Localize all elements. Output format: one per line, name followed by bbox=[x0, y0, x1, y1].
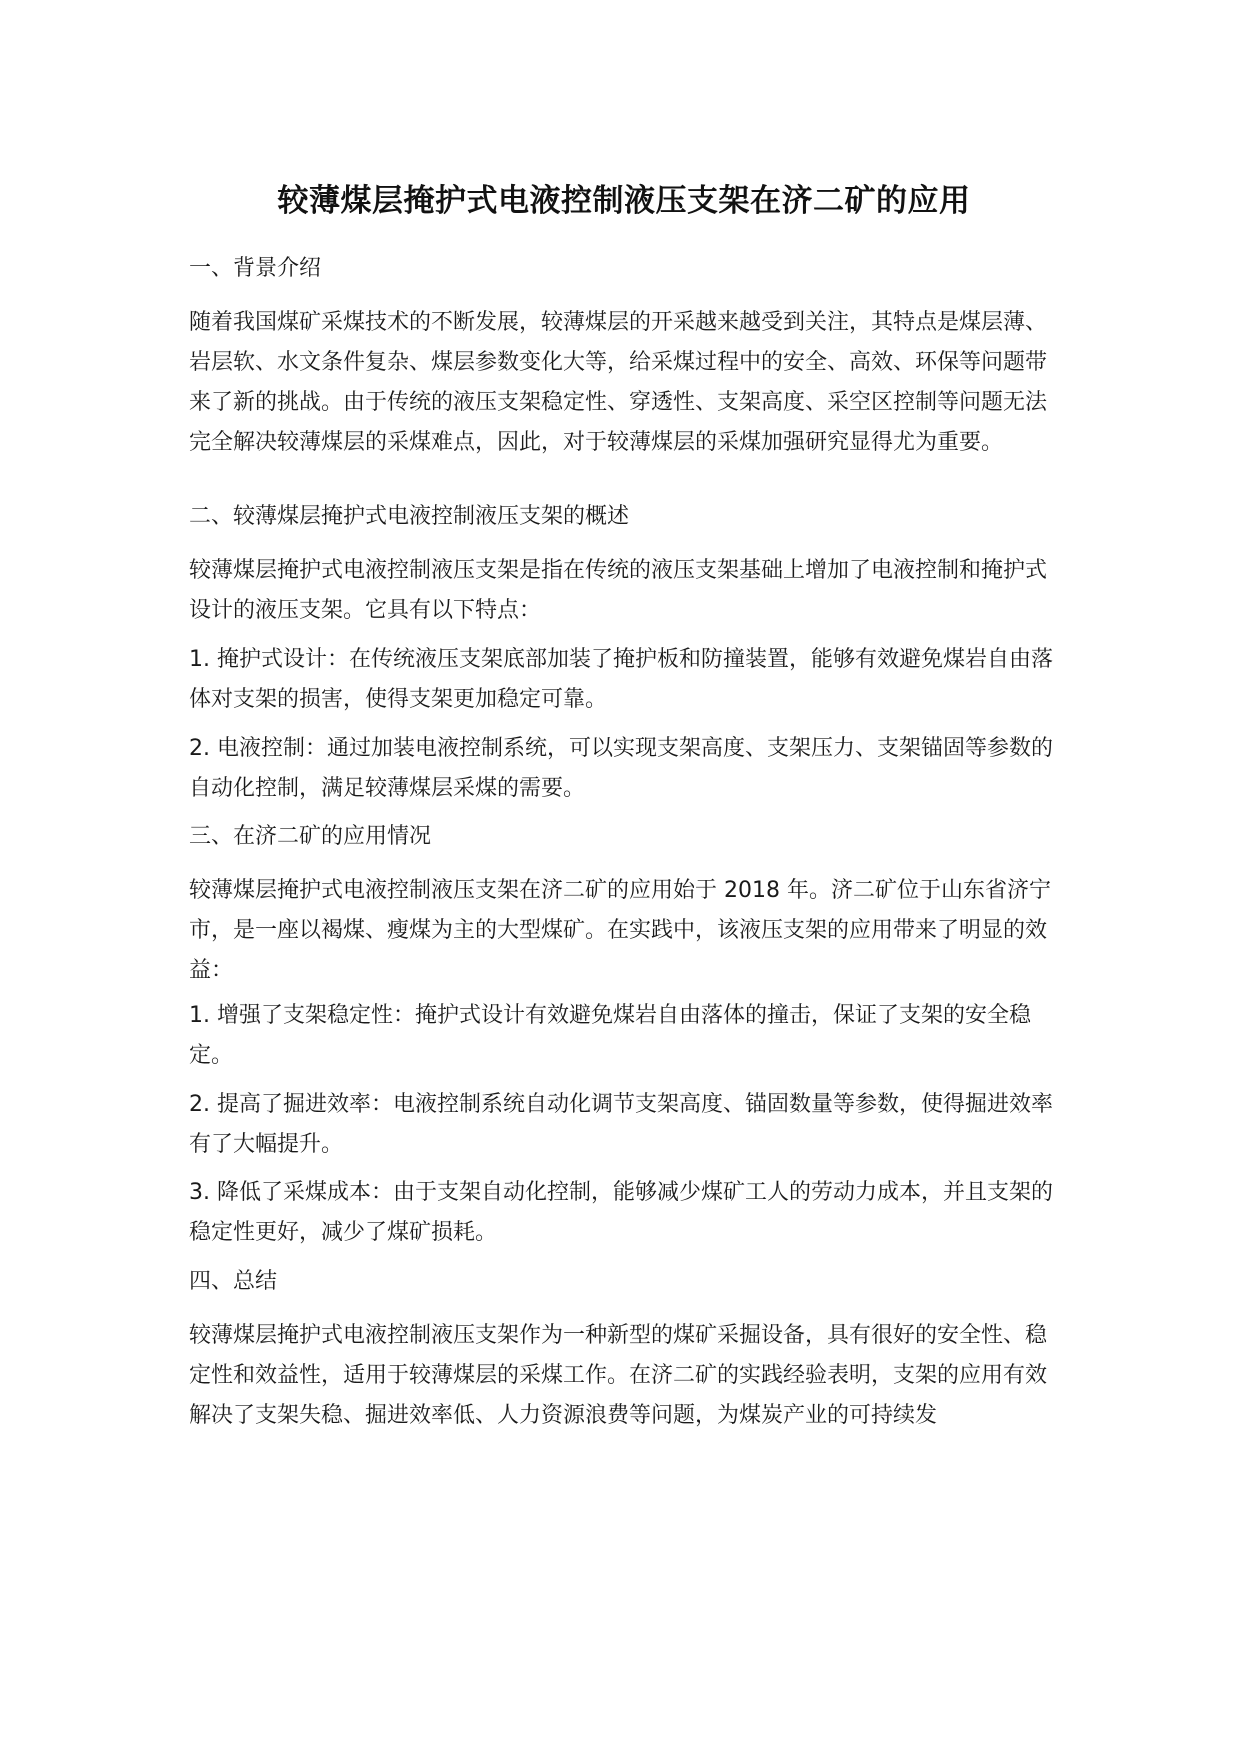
list-item-cost: 3. 降低了采煤成本：由于支架自动化控制，能够减少煤矿工人的劳动力成本，并且支架的稳定性更好，减少了煤矿损耗。 bbox=[189, 1180, 1053, 1245]
section-heading-summary: 四、总结 bbox=[189, 1269, 278, 1294]
paragraph-summary: 较薄煤层掩护式电液控制液压支架作为一种新型的煤矿采掘设备，具有很好的安全性、稳定性和效益性，适用于较薄煤层的采煤工作。在济二矿的实践经验表明，支架的应用有效解决了支架失稳、掘进效率低、人力资源浪费等问题，为煤炭产业的可持续发 bbox=[189, 1323, 1048, 1428]
list-item-shield-design: 1. 掩护式设计：在传统液压支架底部加装了掩护板和防撞装置，能够有效避免煤岩自由落体对支架的损害，使得支架更加稳定可靠。 bbox=[189, 647, 1053, 712]
list-item-electro-hydraulic-control: 2. 电液控制：通过加装电液控制系统，可以实现支架高度、支架压力、支架锚固等参数的自动化控制，满足较薄煤层采煤的需要。 bbox=[189, 736, 1053, 801]
paragraph-application-intro: 较薄煤层掩护式电液控制液压支架在济二矿的应用始于 2018 年。济二矿位于山东省济宁市，是一座以褐煤、瘦煤为主的大型煤矿。在实践中，该液压支架的应用带来了明显的效益： bbox=[189, 878, 1051, 983]
document-title: 较薄煤层掩护式电液控制液压支架在济二矿的应用 bbox=[277, 183, 971, 219]
list-item-efficiency: 2. 提高了掘进效率：电液控制系统自动化调节支架高度、锚固数量等参数，使得掘进效率有了大幅提升。 bbox=[189, 1092, 1053, 1157]
section-heading-overview: 二、较薄煤层掩护式电液控制液压支架的概述 bbox=[189, 504, 630, 529]
list-item-stability: 1. 增强了支架稳定性：掩护式设计有效避免煤岩自由落体的撞击，保证了支架的安全稳定。 bbox=[189, 1003, 1031, 1068]
section-heading-application: 三、在济二矿的应用情况 bbox=[189, 824, 432, 849]
paragraph-overview-intro: 较薄煤层掩护式电液控制液压支架是指在传统的液压支架基础上增加了电液控制和掩护式设计的液压支架。它具有以下特点： bbox=[189, 558, 1048, 623]
paragraph-background: 随着我国煤矿采煤技术的不断发展，较薄煤层的开采越来越受到关注，其特点是煤层薄、岩层软、水文条件复杂、煤层参数变化大等，给采煤过程中的安全、高效、环保等问题带来了新的挑战。由于传统的液压支架稳定性、穿透性、支架高度、采空区控制等问题无法完全解决较薄煤层的采煤难点，因此，对于较薄煤层的采煤加强研究显得尤为重要。 bbox=[189, 310, 1048, 455]
section-heading-background: 一、背景介绍 bbox=[189, 256, 322, 281]
